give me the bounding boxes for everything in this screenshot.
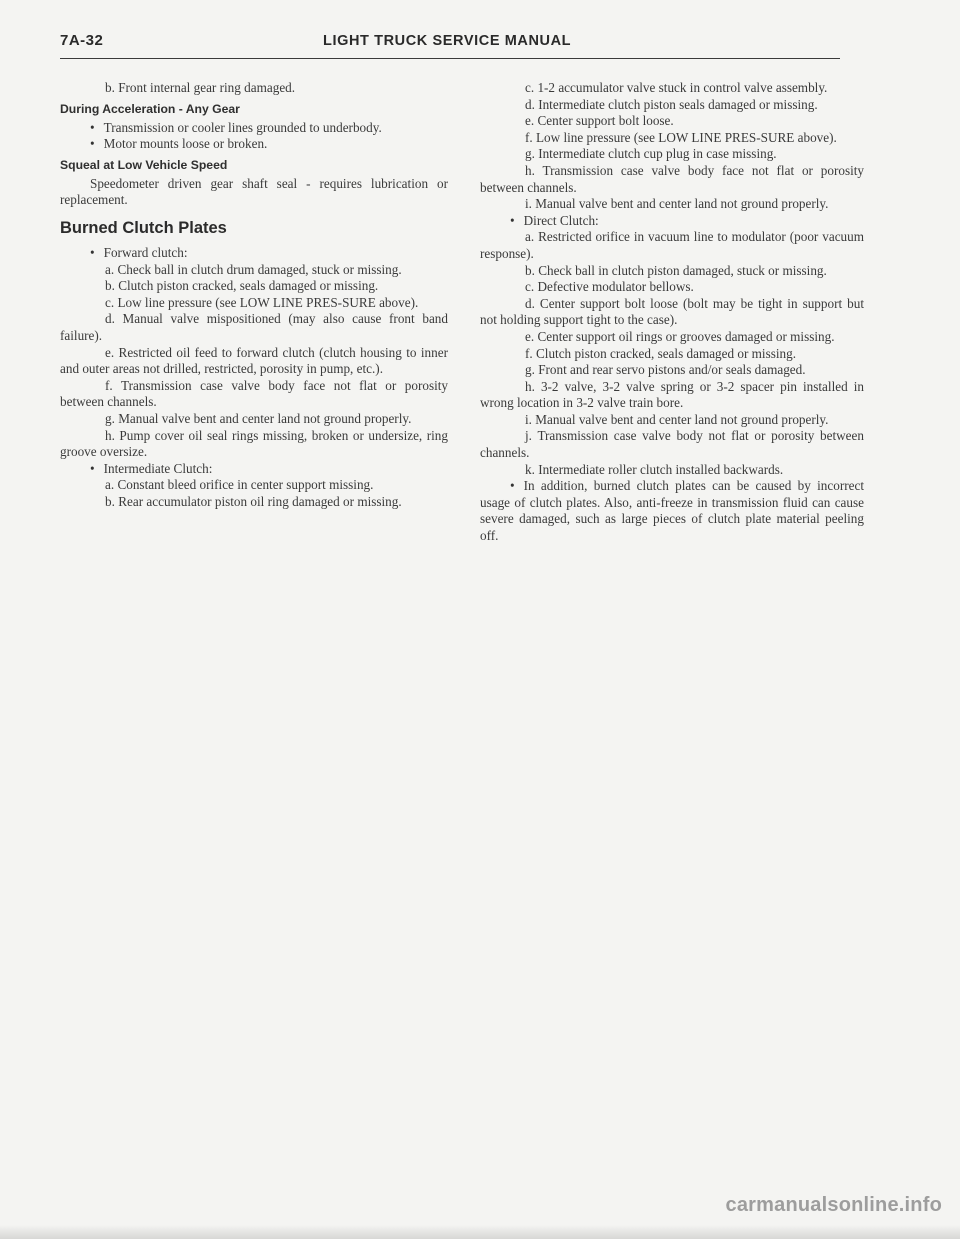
list-item: c. Defective modulator bellows. xyxy=(525,279,694,295)
list-item: g. Intermediate clutch cup plug in case missing. xyxy=(525,146,777,162)
page-number: 7A-32 xyxy=(60,32,104,49)
list-item: a. Check ball in clutch drum damaged, stuck or missing. xyxy=(105,261,402,277)
bullet-item: • Forward clutch: xyxy=(60,245,448,262)
bullet-item: • Direct Clutch: xyxy=(480,213,864,230)
bullet-item: • Transmission or cooler lines grounded to underbody. xyxy=(60,120,448,137)
watermark[interactable]: carmanualsonline.info xyxy=(725,1194,942,1216)
list-item: k. Intermediate roller clutch installed backwards. xyxy=(525,461,784,477)
list-item: e. Center support oil rings or grooves damaged or missing. xyxy=(525,328,835,344)
list-item: b. Rear accumulator piston oil ring damaged or missing. xyxy=(105,493,402,509)
manual-title: LIGHT TRUCK SERVICE MANUAL xyxy=(323,33,572,49)
list-item: i. Manual valve bent and center land not ground properly. xyxy=(525,411,829,427)
header-rule xyxy=(60,58,840,59)
list-item: j. Transmission case valve body not flat or porosity between channels. xyxy=(480,428,864,461)
list-item: d. Intermediate clutch piston seals damaged or missing. xyxy=(525,96,818,112)
list-item: Speedometer driven gear shaft seal - requires lubrication or replacement. xyxy=(60,175,448,208)
bullet-item: • Motor mounts loose or broken. xyxy=(60,136,448,153)
list-item: f. Low line pressure (see LOW LINE PRES-SURE above). xyxy=(525,129,837,145)
subheading: During Acceleration - Any Gear xyxy=(60,101,240,116)
list-item: e. Center support bolt loose. xyxy=(525,113,674,129)
list-item: i. Manual valve bent and center land not ground properly. xyxy=(525,196,829,212)
list-item: d. Manual valve mispositioned (may also cause front band failure). xyxy=(60,311,448,343)
list-item: f. Transmission case valve body face not flat or porosity between channels. xyxy=(60,377,448,410)
list-item: b. Clutch piston cracked, seals damaged or missing. xyxy=(105,278,379,294)
right-column xyxy=(480,80,864,545)
page-edge-shadow xyxy=(0,1225,960,1239)
list-item: e. Restricted oil feed to forward clutch (clutch housing to inner and outer areas not drilled, restricted, porosity in pump, etc.). xyxy=(60,344,448,377)
list-item: b. Check ball in clutch piston damaged, stuck or missing. xyxy=(525,262,827,278)
list-item: h. 3-2 valve, 3-2 valve spring or 3-2 spacer pin installed in wrong location in 3-2 valve train bore. xyxy=(480,378,864,411)
list-item: g. Manual valve bent and center land not ground properly. xyxy=(105,410,412,426)
list-item: d. Center support bolt loose (bolt may be tight in support but not holding support tight to the case). xyxy=(480,295,864,328)
left-column xyxy=(60,80,448,510)
list-item: f. Clutch piston cracked, seals damaged or missing. xyxy=(525,345,797,361)
list-item: b. Front internal gear ring damaged. xyxy=(105,80,296,95)
page-header xyxy=(60,30,840,60)
list-item: a. Restricted orifice in vacuum line to modulator (poor vacuum response). xyxy=(480,229,864,261)
list-item: c. 1-2 accumulator valve stuck in control valve assembly. xyxy=(525,80,828,95)
bullet-item: • Intermediate Clutch: xyxy=(60,461,448,478)
list-item: c. Low line pressure (see LOW LINE PRES-SURE above). xyxy=(105,294,419,310)
list-item: a. Constant bleed orifice in center support missing. xyxy=(105,477,374,493)
list-item: h. Pump cover oil seal rings missing, broken or undersize, ring groove oversize. xyxy=(60,427,448,460)
subheading: Squeal at Low Vehicle Speed xyxy=(60,157,228,172)
list-item: g. Front and rear servo pistons and/or seals damaged. xyxy=(525,362,806,378)
bullet-item: • In addition, burned clutch plates can be caused by incorrect usage of clutch plates. Also, anti-freeze in transmission fluid can cause severe damaged, such as large pieces of clutch plate material peeling off. xyxy=(480,478,864,544)
list-item: h. Transmission case valve body face not flat or porosity between channels. xyxy=(480,162,864,195)
section-heading: Burned Clutch Plates xyxy=(60,218,227,237)
